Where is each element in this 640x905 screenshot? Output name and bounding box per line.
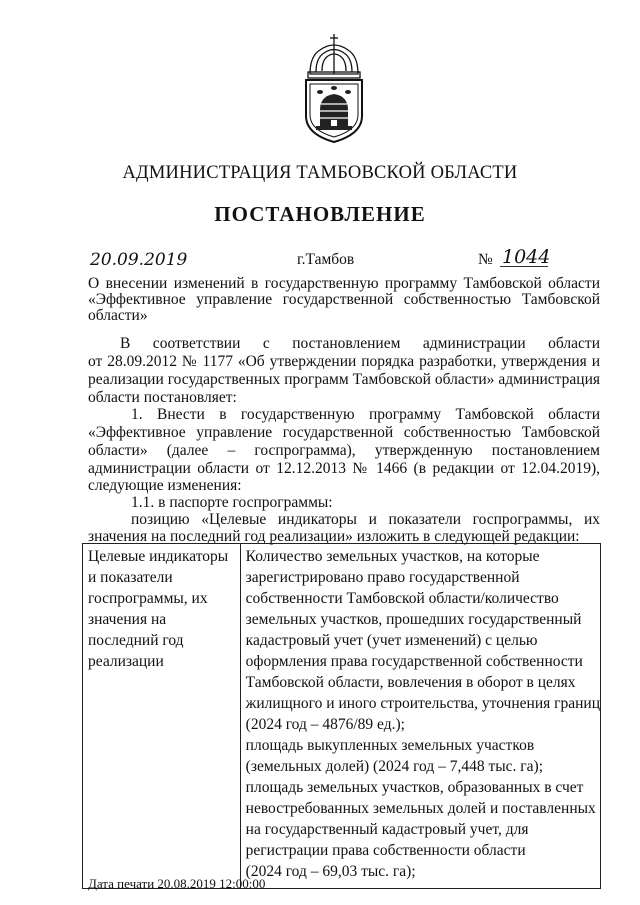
- document-type: ПОСТАНОВЛЕНИЕ: [214, 202, 426, 226]
- cell-line: Целевые индикаторы: [88, 548, 229, 565]
- cell-line: на государственный кадастровый учет, для: [245, 821, 529, 838]
- body-line: 1. Внести в государственную программу Тамбовской области: [131, 406, 600, 423]
- document-city: г.Тамбов: [297, 251, 355, 268]
- body-line: 1.1. в паспорте госпрограммы:: [131, 494, 333, 511]
- cell-line: значения на: [88, 611, 167, 628]
- cell-line: площадь выкупленных земельных участков: [245, 737, 535, 754]
- cell-line: Количество земельных участков, на которые: [245, 548, 540, 565]
- table-cell-label: [83, 544, 241, 889]
- cell-line: госпрограммы, их: [88, 590, 208, 607]
- cell-line: реализации: [88, 653, 164, 670]
- table-row: [83, 544, 601, 889]
- document-number-prefix: №: [478, 251, 493, 268]
- indicators-table: [82, 543, 601, 889]
- table-cell-value: [240, 544, 600, 889]
- cell-line: земельных участков, прошедших государственный: [245, 611, 582, 628]
- body-line: В соответствии с постановлением администрации области: [120, 335, 600, 352]
- cell-line: кадастровый учет (учет изменений) с целью: [245, 632, 538, 649]
- cell-line: Тамбовской области, вовлечения в оборот в целях: [245, 674, 576, 691]
- cell-line: (2024 год – 4876/89 ед.);: [245, 716, 405, 733]
- body-line: от 28.09.2012 № 1177 «Об утверждении порядка разработки, утверждения и: [88, 353, 600, 370]
- cell-line: (2024 год – 69,03 тыс. га);: [245, 863, 416, 880]
- subject-line: «Эффективное управление государственной собственностью Тамбовской: [88, 291, 600, 308]
- cell-line: последний год: [88, 632, 184, 649]
- number-underline: [500, 266, 548, 267]
- body-line: следующие изменения:: [88, 477, 242, 494]
- cell-line: оформления права государственной собственности: [245, 653, 583, 670]
- body-line: области» (далее – госпрограмма), утвержденную постановлением: [88, 442, 600, 459]
- document-date: 20.09.2019: [90, 250, 188, 270]
- subject-line: области»: [88, 307, 148, 324]
- cell-line: зарегистрировано право государственной: [245, 569, 520, 586]
- subject-line: О внесении изменений в государственную программу Тамбовской области: [88, 275, 600, 292]
- cell-line: невостребованных земельных долей и поставленных: [245, 800, 596, 817]
- cell-line: собственности Тамбовской области/количество: [245, 590, 559, 607]
- print-date: Дата печати 20.08.2019 12:00:00: [88, 876, 266, 891]
- body-line: области постановляет:: [88, 389, 237, 406]
- document-number: 1044: [502, 246, 551, 268]
- organization-name: АДМИНИСТРАЦИЯ ТАМБОВСКОЙ ОБЛАСТИ: [122, 163, 518, 183]
- cell-line: жилищного и иного строительства, уточнения границ: [245, 695, 600, 712]
- cell-line: регистрации права собственности области: [245, 842, 526, 859]
- body-line: администрации области от 12.12.2013 № 1466 (в редакции от 12.04.2019),: [88, 460, 600, 477]
- body-line: реализации государственных программ Тамбовской области» администрация: [88, 371, 600, 388]
- body-line: позицию «Целевые индикаторы и показатели госпрограммы, их: [131, 511, 600, 528]
- cell-line: площадь земельных участков, образованных в счет: [245, 779, 584, 796]
- body-line: «Эффективное управление государственной собственностью Тамбовской: [88, 424, 600, 441]
- cell-line: (земельных долей) (2024 год – 7,448 тыс. га);: [245, 758, 544, 775]
- cell-line: и показатели: [88, 569, 173, 586]
- coat-of-arms-icon: [296, 34, 372, 144]
- body-line: значения на последний год реализации» изложить в следующей редакции:: [88, 528, 580, 545]
